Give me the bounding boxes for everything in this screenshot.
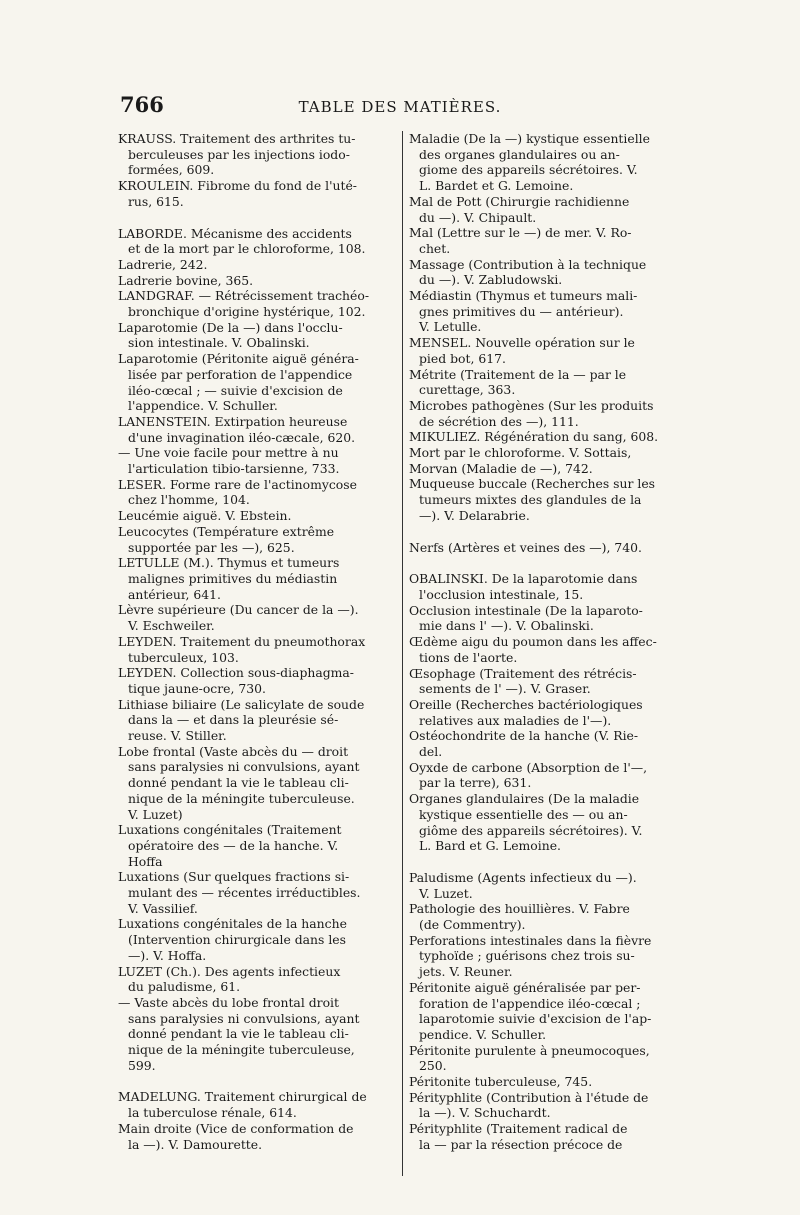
entry-line: — Vaste abcès du lobe frontal droit [118, 994, 339, 1010]
left-column [118, 131, 402, 1176]
entry-line: Morvan (Maladie de —), 742. [409, 460, 593, 476]
entry-line: Ostéochondrite de la hanche (V. Rie- [409, 728, 639, 744]
entry-line: sans paralysies ni convulsions, ayant [128, 1010, 360, 1026]
index-entry [118, 555, 402, 602]
index-entry [118, 445, 402, 476]
index-entry [409, 1074, 693, 1090]
index-entry [118, 288, 402, 319]
index-entry [409, 571, 693, 602]
index-entry [118, 320, 402, 351]
index-entry [409, 429, 693, 445]
entry-line: LETULLE (M.). Thymus et tumeurs [118, 555, 340, 571]
entry-line: berculeuses par les injections iodo- [128, 146, 350, 162]
entry-line: Mal (Lettre sur le —) de mer. V. Ro- [409, 225, 632, 241]
entry-line: KRAUSS. Traitement des arthrites tu- [118, 131, 356, 146]
index-entry [409, 257, 693, 288]
entry-line: du —). V. Chipault. [419, 209, 537, 225]
entry-line: donné pendant la vie le tableau cli- [128, 775, 349, 791]
entry-line: L. Bard et G. Lemoine. [419, 838, 561, 854]
entry-line: del. [419, 744, 443, 760]
entry-line: Péritonite tuberculeuse, 745. [409, 1074, 593, 1090]
entry-line: la —). V. Schuchardt. [419, 1105, 551, 1121]
entry-line: bronchique d'origine hystérique, 102. [128, 304, 366, 320]
entry-line: Luxations congénitales de la hanche [118, 916, 347, 932]
entry-line: la tuberculose rénale, 614. [128, 1105, 297, 1121]
entry-line: LABORDE. Mécanisme des accidents [118, 225, 352, 241]
entry-line: LANENSTEIN. Extirpation heureuse [118, 413, 348, 429]
entry-line: tumeurs mixtes des glandules de la [419, 492, 642, 508]
entry-line: jets. V. Reuner. [419, 964, 513, 980]
entry-line: pendice. V. Schuller. [419, 1026, 547, 1042]
entry-line: iléo-cœcal ; — suivie d'excision de [128, 382, 343, 398]
entry-line: du —). V. Zabludowski. [419, 272, 563, 288]
index-entry [118, 131, 402, 178]
entry-line: lisée par perforation de l'appendice [128, 366, 353, 382]
index-entry [409, 540, 693, 556]
entry-line: LANDGRAF. — Rétrécissement trachéo- [118, 288, 370, 304]
entry-line: tique jaune-ocre, 730. [128, 680, 266, 696]
entry-line: rus, 615. [128, 193, 184, 209]
entry-line: Massage (Contribution à la technique [409, 256, 647, 272]
entry-line: dans la — et dans la pleurésie sé- [128, 712, 339, 728]
entry-line: l'appendice. V. Schuller. [128, 398, 278, 414]
entry-line: Laparotomie (De la —) dans l'occlu- [118, 319, 343, 335]
entry-line: du paludisme, 61. [128, 979, 241, 995]
entry-line: foration de l'appendice iléo-cœcal ; [419, 995, 641, 1011]
entry-line: Microbes pathogènes (Sur les produits [409, 397, 654, 413]
index-entry [409, 335, 693, 366]
entry-line: Mort par le chloroforme. V. Sottais, [409, 445, 632, 461]
entry-line: par la terre), 631. [419, 775, 532, 791]
entry-line: V. Letulle. [419, 319, 482, 335]
index-entry [118, 1089, 402, 1120]
entry-line: Leucémie aiguë. V. Ebstein. [118, 508, 292, 524]
column-divider [402, 131, 403, 1176]
entry-line: —). V. Hoffa. [128, 947, 207, 963]
entry-line: formées, 609. [128, 162, 215, 178]
entry-line: reuse. V. Stiller. [128, 728, 227, 744]
entry-line: Organes glandulaires (De la maladie [409, 791, 640, 807]
entry-line: typhoïde ; guérisons chez trois su- [419, 948, 635, 964]
index-entry [409, 760, 693, 791]
index-entry [409, 697, 693, 728]
entry-line: sion intestinale. V. Obalinski. [128, 335, 310, 351]
index-entry [409, 476, 693, 523]
index-entry [118, 508, 402, 524]
entry-line: chez l'homme, 104. [128, 492, 250, 508]
entry-line: antérieur, 641. [128, 586, 221, 602]
entry-line: kystique essentielle des — ou an- [419, 806, 628, 822]
entry-line: d'une invagination iléo-cæcale, 620. [128, 429, 356, 445]
entry-line: Oyxde de carbone (Absorption de l'—, [409, 759, 648, 775]
index-entry [409, 1121, 693, 1152]
entry-line: giôme des appareils sécrétoires). V. [419, 822, 643, 838]
entry-line: Métrite (Traitement de la — par le [409, 366, 627, 382]
entry-line: OBALINSKI. De la laparotomie dans [409, 571, 638, 587]
entry-line: (Intervention chirurgicale dans les [128, 932, 346, 948]
entry-line: tions de l'aorte. [419, 649, 518, 665]
entry-line: —). V. Delarabrie. [419, 507, 530, 523]
entry-line: Muqueuse buccale (Recherches sur les [409, 476, 656, 492]
entry-line: l'articulation tibio-tarsienne, 733. [128, 461, 340, 477]
entry-line: mulant des — récentes irréductibles. [128, 885, 361, 901]
entry-line: giome des appareils sécrétoires. V. [419, 162, 638, 178]
index-entry [118, 414, 402, 445]
entry-line: nique de la méningite tuberculeuse. [128, 790, 355, 806]
entry-line: V. Luzet) [128, 806, 183, 822]
entry-line: supportée par les —), 625. [128, 539, 295, 555]
index-entry [409, 901, 693, 932]
entry-line: Péritonite aiguë généralisée par per- [409, 979, 641, 995]
index-entry [118, 602, 402, 633]
entry-line: (de Commentry). [419, 917, 526, 933]
entry-line: Médiastin (Thymus et tumeurs mali- [409, 288, 638, 304]
entry-line: Paludisme (Agents infectieux du —). [409, 869, 637, 885]
entry-line: Œsophage (Traitement des rétrécis- [409, 665, 637, 681]
entry-line: Leucocytes (Température extrême [118, 523, 335, 539]
right-column [409, 131, 693, 1176]
index-entry [409, 870, 693, 901]
page-number: 766 [120, 92, 164, 117]
entry-line: chet. [419, 240, 451, 256]
entry-line: LEYDEN. Traitement du pneumothorax [118, 633, 366, 649]
index-entry [118, 634, 402, 665]
entry-line: 250. [419, 1058, 447, 1074]
entry-line: Mal de Pott (Chirurgie rachidienne [409, 193, 630, 209]
index-entry [118, 964, 402, 995]
index-entry [409, 367, 693, 398]
entry-line: Luxations (Sur quelques fractions si- [118, 869, 350, 885]
entry-line: — Une voie facile pour mettre à nu [118, 445, 339, 461]
entry-line: LUZET (Ch.). Des agents infectieux [118, 963, 341, 979]
index-entry [118, 744, 402, 823]
section-gap [118, 210, 402, 226]
entry-line: MADELUNG. Traitement chirurgical de [118, 1089, 367, 1105]
index-entry [118, 477, 402, 508]
entry-line: nique de la méningite tuberculeuse, [128, 1042, 355, 1058]
entry-line: laparotomie suivie d'excision de l'ap- [419, 1011, 652, 1027]
index-entry [118, 273, 402, 289]
entry-line: sans paralysies ni convulsions, ayant [128, 759, 360, 775]
entry-line: l'occlusion intestinale, 15. [419, 586, 584, 602]
entry-line: MIKULIEZ. Régénération du sang, 608. [409, 429, 659, 445]
section-gap [409, 854, 693, 870]
entry-line: Perforations intestinales dans la fièvre [409, 932, 652, 948]
entry-line: mie dans l' —). V. Obalinski. [419, 618, 594, 634]
index-entry [118, 995, 402, 1074]
entry-line: Pathologie des houillières. V. Fabre [409, 901, 630, 917]
entry-line: Œdème aigu du poumon dans les affec- [409, 634, 657, 650]
index-entry [409, 288, 693, 335]
entry-line: sements de l' —). V. Graser. [419, 681, 591, 697]
entry-line: malignes primitives du médiastin [128, 570, 338, 586]
entry-line: Pérityphlite (Contribution à l'étude de [409, 1089, 649, 1105]
running-title: TABLE DES MATIÈRES. [298, 98, 502, 116]
entry-line: opératoire des — de la hanche. V. [128, 837, 339, 853]
entry-line: MENSEL. Nouvelle opération sur le [409, 335, 635, 351]
index-entry [409, 445, 693, 461]
entry-line: 599. [128, 1057, 156, 1073]
index-entry [118, 822, 402, 869]
index-entry [409, 225, 693, 256]
section-gap [409, 524, 693, 540]
entry-line: Lobe frontal (Vaste abcès du — droit [118, 743, 349, 759]
index-entry [118, 351, 402, 414]
index-entry [118, 257, 402, 273]
index-entry [118, 869, 402, 916]
entry-line: tuberculeux, 103. [128, 649, 239, 665]
entry-line: la —). V. Damourette. [128, 1136, 263, 1152]
index-entry [409, 791, 693, 854]
entry-line: Hoffa [128, 853, 163, 869]
entry-line: relatives aux maladies de l'—). [419, 712, 612, 728]
entry-line: Oreille (Recherches bactériologiques [409, 696, 643, 712]
index-entry [409, 1090, 693, 1121]
index-entry [409, 933, 693, 980]
entry-line: Ladrerie bovine, 365. [118, 272, 254, 288]
entry-line: Laparotomie (Péritonite aiguë généra- [118, 351, 359, 367]
index-entry [409, 131, 693, 194]
index-entry [409, 603, 693, 634]
index-entry [409, 398, 693, 429]
entry-line: LESER. Forme rare de l'actinomycose [118, 476, 357, 492]
entry-line: V. Vassilief. [128, 900, 198, 916]
entry-line: curettage, 363. [419, 382, 516, 398]
entry-line: Main droite (Vice de conformation de [118, 1120, 354, 1136]
index-entry [118, 178, 402, 209]
entry-line: Occlusion intestinale (De la laparoto- [409, 602, 643, 618]
index-entry [409, 1043, 693, 1074]
index-entry [118, 226, 402, 257]
entry-line: Ladrerie, 242. [118, 256, 208, 272]
index-entry [409, 634, 693, 665]
entry-line: LEYDEN. Collection sous-diaphagma- [118, 665, 354, 681]
entry-line: gnes primitives du — antérieur). [419, 303, 624, 319]
entry-line: V. Eschweiler. [128, 618, 215, 634]
section-gap [118, 1073, 402, 1089]
index-entry [118, 697, 402, 744]
entry-line: Nerfs (Artères et veines des —), 740. [409, 539, 642, 555]
index-entry [409, 194, 693, 225]
entry-line: Maladie (De la —) kystique essentielle [409, 131, 650, 146]
index-entry [118, 524, 402, 555]
entry-line: donné pendant la vie le tableau cli- [128, 1026, 349, 1042]
entry-line: V. Luzet. [419, 885, 473, 901]
index-entry [118, 1121, 402, 1152]
index-entry [118, 665, 402, 696]
entry-line: Péritonite purulente à pneumocoques, [409, 1042, 650, 1058]
entry-line: des organes glandulaires ou an- [419, 146, 620, 162]
entry-line: pied bot, 617. [419, 350, 506, 366]
entry-line: Lithiase biliaire (Le salicylate de soude [118, 696, 365, 712]
section-gap [409, 555, 693, 571]
index-entry [409, 461, 693, 477]
entry-line: de sécrétion des —), 111. [419, 413, 579, 429]
entry-line: Pérityphlite (Traitement radical de [409, 1121, 628, 1137]
index-columns [118, 131, 698, 1176]
entry-line: et de la mort par le chloroforme, 108. [128, 241, 366, 257]
index-entry [409, 980, 693, 1043]
entry-line: Luxations congénitales (Traitement [118, 822, 342, 838]
entry-line: L. Bardet et G. Lemoine. [419, 178, 574, 194]
entry-line: KROULEIN. Fibrome du fond de l'uté- [118, 178, 357, 194]
entry-line: la — par la résection précoce de [419, 1136, 623, 1152]
index-entry [409, 728, 693, 759]
index-entry [118, 916, 402, 963]
entry-line: Lèvre supérieure (Du cancer de la —). [118, 602, 359, 618]
index-entry [409, 666, 693, 697]
